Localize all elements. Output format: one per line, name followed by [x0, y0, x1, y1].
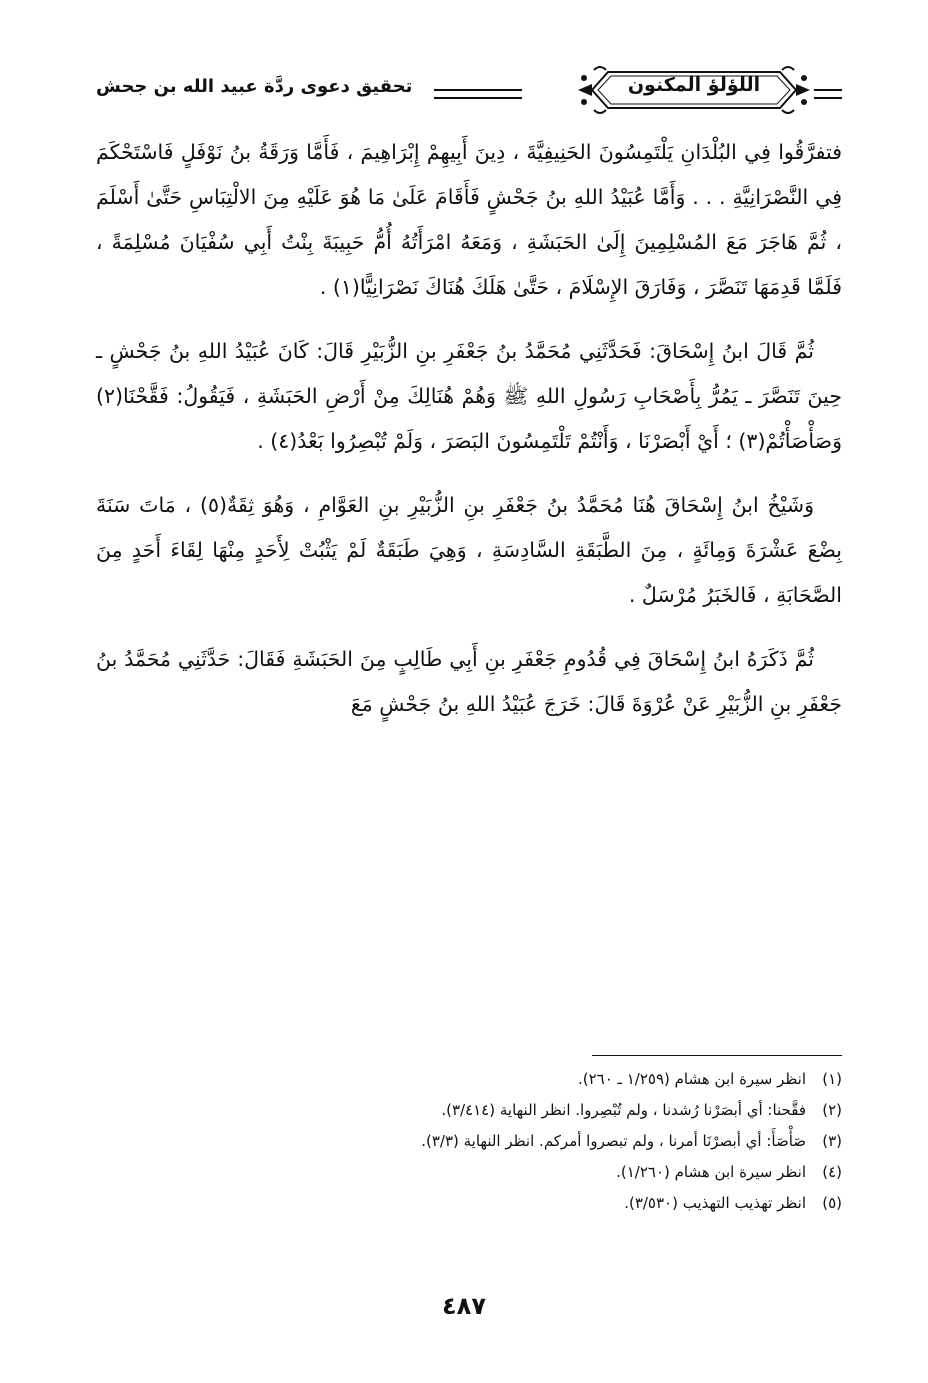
footnote-item — [96, 1126, 842, 1157]
footnote-text: انظر سيرة ابن هشام (١/٢٥٩ ـ ٢٦٠). — [577, 1070, 806, 1088]
book-title-emblem — [578, 64, 810, 116]
paragraph: وَشَيْخُ ابنُ إِسْحَاقَ هُنَا مُحَمَّدُ بنُ جَعْفَرِ بنِ الزُّبَيْرِ بنِ العَوَّامِ ، وَهُوَ ثِقَةٌ(٥) ، مَاتَ سَنَةَ بِضْعَ عَشْرَةَ وَمِائَةٍ ، مِنَ الطَّبَقَةِ السَّادِسَةِ ، وَهِيَ طَبَقَةٌ لَمْ يَثْبُتْ لِأَحَدٍ مِنْهَا لِقَاءَ أَحَدٍ مِنَ الصَّحَابَةِ ، فَالخَبَرُ مُرْسَلٌ . — [96, 493, 842, 607]
footnote-text: انظر تهذيب التهذيب (٣/٥٣٠). — [624, 1194, 806, 1212]
footnote-text: انظر سيرة ابن هشام (١/٢٦٠). — [616, 1163, 806, 1181]
footnote-text: فقَّحنا: أي أبصَرْنا رُشدنا ، ولم تُبْصِروا. انظر النهاية (٣/٤١٤). — [441, 1101, 806, 1119]
main-text — [96, 130, 842, 746]
footnote-item — [96, 1188, 842, 1219]
footnote-number: (١) — [822, 1070, 842, 1088]
book-title: اللؤلؤ المكنون — [627, 74, 761, 96]
paragraph: ثُمَّ ذَكَرَهُ ابنُ إِسْحَاقَ فِي قُدُومِ جَعْفَرِ بنِ أَبِي طَالِبٍ مِنَ الحَبَشَةِ فَقَالَ: حَدَّثَنِي مُحَمَّدُ بنُ جَعْفَرِ بنِ الزُّبَيْرِ عَنْ عُرْوَةَ قَالَ: خَرَجَ عُبَيْدُ اللهِ بنُ جَحْشٍ مَعَ — [96, 647, 842, 716]
footnote-text: صَأْصَأَ: أي أبصرْنَا أمرنا ، ولم تبصروا أمركم. انظر النهاية (٣/٣). — [421, 1132, 806, 1150]
footnote-number: (٥) — [822, 1194, 842, 1212]
footnotes — [96, 1064, 842, 1219]
footnote-item — [96, 1157, 842, 1188]
header-rule-right — [814, 89, 842, 99]
footnote-number: (٤) — [822, 1163, 842, 1181]
footnote-number: (٢) — [822, 1101, 842, 1119]
page-number: ٤٨٧ — [442, 1292, 486, 1320]
header-rule-left — [434, 89, 522, 99]
paragraph: فتفرَّقُوا فِي البُلْدَانِ يَلْتَمِسُونَ الحَنِيفِيَّةَ ، دِينَ أَبِيهِمْ إِبْرَاهِيمَ ، فَأَمَّا وَرَقَةُ بنُ نَوْفَلٍ فَاسْتَحْكَمَ فِي النَّصْرَانِيَّةِ . . . وَأَمَّا عُبَيْدُ اللهِ بنُ جَحْشٍ فَأَقَامَ عَلَىٰ مَا هُوَ عَلَيْهِ مِنَ الالْتِبَاسِ حَتَّىٰ أَسْلَمَ ، ثُمَّ هَاجَرَ مَعَ المُسْلِمِينَ إِلَىٰ الحَبَشَةِ ، وَمَعَهُ امْرَأَتُهُ أُمُّ حَبِيبَةَ بِنْتُ أَبِي سُفْيَانَ مُسْلِمَةً ، فَلَمَّا قَدِمَهَا تَنَصَّرَ ، وَفَارَقَ الإِسْلَامَ ، حَتَّىٰ هَلَكَ هُنَاكَ نَصْرَانِيًّا(١) . — [96, 140, 842, 299]
paragraph: ثُمَّ قَالَ ابنُ إِسْحَاقَ: فَحَدَّثَنِي مُحَمَّدُ بنُ جَعْفَرِ بنِ الزُّبَيْرِ قَالَ: كَانَ عُبَيْدُ اللهِ بنُ جَحْشٍ ـ حِينَ تَنَصَّرَ ـ يَمُرُّ بِأَصْحَابِ رَسُولِ اللهِ ﷺ وَهُمْ هُنَالِكَ مِنْ أَرْضِ الحَبَشَةِ ، فَيَقُولُ: فَقَّحْنَا(٢) وَصَأْصَأْتُمْ(٣) ؛ أَيْ أَبْصَرْنَا ، وَأَنْتُمْ تَلْتَمِسُونَ البَصَرَ ، وَلَمْ تُبْصِرُوا بَعْدُ(٤) . — [96, 339, 842, 453]
footnote-number: (٣) — [822, 1132, 842, 1150]
running-title: تحقيق دعوى ردَّة عبيد الله بن جحش — [96, 76, 413, 97]
footnote-item — [96, 1095, 842, 1126]
footnote-separator — [592, 1055, 842, 1056]
footnote-item — [96, 1064, 842, 1095]
page-header — [96, 52, 842, 116]
